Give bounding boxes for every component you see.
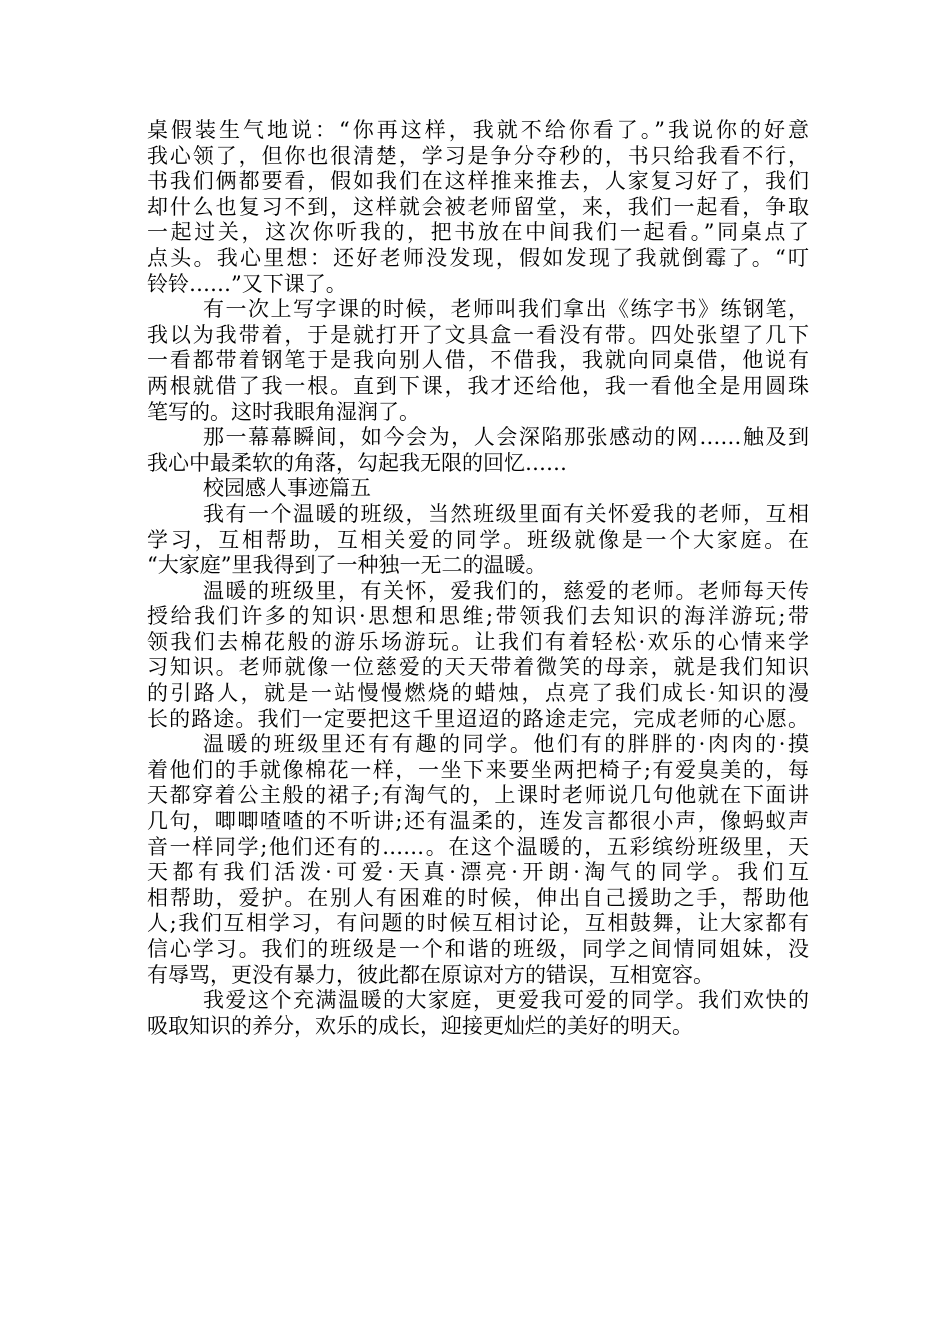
text-line: 我以为我带着，于是就打开了文具盒一看没有带。四处张望了几下 bbox=[147, 322, 809, 347]
text-line: 我心中最柔软的角落，勾起我无限的回忆…… bbox=[147, 450, 567, 475]
text-line: 那一幕幕瞬间，如今会为，人会深陷那张感动的网……触及到 bbox=[203, 425, 809, 450]
text-line: 着他们的手就像棉花一样，一坐下来要坐两把椅子;有爱臭美的，每 bbox=[147, 757, 809, 782]
text-line: 桌假装生气地说：“你再这样，我就不给你看了。”我说你的好意 bbox=[147, 118, 809, 142]
text-line: 人;我们互相学习，有问题的时候互相讨论，互相鼓舞，让大家都有 bbox=[147, 911, 809, 936]
text-line: 点头。我心里想：还好老师没发现，假如发现了我就倒霉了。“叮 bbox=[147, 245, 809, 270]
text-line: “大家庭”里我得到了一种独一无二的温暖。 bbox=[147, 553, 547, 578]
text-line: 音一样同学;他们还有的……。在这个温暖的，五彩缤纷班级里，天 bbox=[147, 834, 809, 859]
text-line: 领我们去棉花般的游乐场游玩。让我们有着轻松·欢乐的心情来学 bbox=[147, 629, 809, 654]
text-line: 温暖的班级里还有有趣的同学。他们有的胖胖的·肉肉的·摸 bbox=[203, 732, 809, 757]
text-line: 吸取知识的养分，欢乐的成长，迎接更灿烂的美好的明天。 bbox=[147, 1013, 693, 1038]
text-line: 我爱这个充满温暖的大家庭，更爱我可爱的同学。我们欢快的 bbox=[203, 988, 809, 1013]
text-line: 一起过关，这次你听我的，把书放在中间我们一起看。”同桌点了 bbox=[147, 220, 809, 245]
text-line: 书我们俩都要看，假如我们在这样推来推去，人家复习好了，我们 bbox=[147, 169, 809, 194]
text-line: 笔写的。这时我眼角湿润了。 bbox=[147, 399, 420, 424]
text-line: 相帮助，爱护。在别人有困难的时候，伸出自己援助之手，帮助他 bbox=[147, 885, 809, 910]
text-line: 我心领了，但你也很清楚，学习是争分夺秒的，书只给我看不行， bbox=[147, 143, 809, 168]
text-line: 我有一个温暖的班级，当然班级里面有关怀爱我的老师，互相 bbox=[203, 501, 809, 526]
text-line: 习知识。老师就像一位慈爱的天天带着微笑的母亲，就是我们知识 bbox=[147, 655, 809, 680]
text-line: 的引路人，就是一站慢慢燃烧的蜡烛，点亮了我们成长·知识的漫 bbox=[147, 681, 809, 706]
text-line: 信心学习。我们的班级是一个和谐的班级，同学之间情同姐妹，没 bbox=[147, 937, 809, 961]
document-body bbox=[147, 118, 809, 1039]
text-line: 一看都带着钢笔于是我向别人借，不借我，我就向同桌借，他说有 bbox=[147, 348, 809, 373]
text-line: 天都穿着公主般的裙子;有淘气的，上课时老师说几句他就在下面讲 bbox=[147, 783, 809, 808]
text-line: 校园感人事迹篇五 bbox=[203, 476, 371, 501]
text-line: 几句，唧唧喳喳的不听讲;还有温柔的，连发言都很小声，像蚂蚁声 bbox=[147, 809, 809, 834]
text-line: 却什么也复习不到，这样就会被老师留堂，来，我们一起看，争取 bbox=[147, 194, 809, 219]
text-line: 温暖的班级里，有关怀，爱我们的，慈爱的老师。老师每天传 bbox=[203, 578, 809, 603]
text-line: 铃铃……”又下课了。 bbox=[147, 271, 347, 296]
text-line: 有一次上写字课的时候，老师叫我们拿出《练字书》练钢笔， bbox=[203, 297, 809, 322]
text-line: 天都有我们活泼·可爱·天真·漂亮·开朗·淘气的同学。我们互 bbox=[147, 860, 809, 885]
text-line: 有辱骂，更没有暴力，彼此都在原谅对方的错误，互相宽容。 bbox=[147, 962, 714, 987]
text-line: 授给我们许多的知识·思想和思维;带领我们去知识的海洋游玩;带 bbox=[147, 604, 809, 629]
text-line: 长的路途。我们一定要把这千里迢迢的路途走完，完成老师的心愿。 bbox=[147, 706, 809, 731]
text-line: 学习，互相帮助，互相关爱的同学。班级就像是一个大家庭。在 bbox=[147, 527, 809, 552]
text-line: 两根就借了我一根。直到下课，我才还给他，我一看他全是用圆珠 bbox=[147, 373, 809, 398]
